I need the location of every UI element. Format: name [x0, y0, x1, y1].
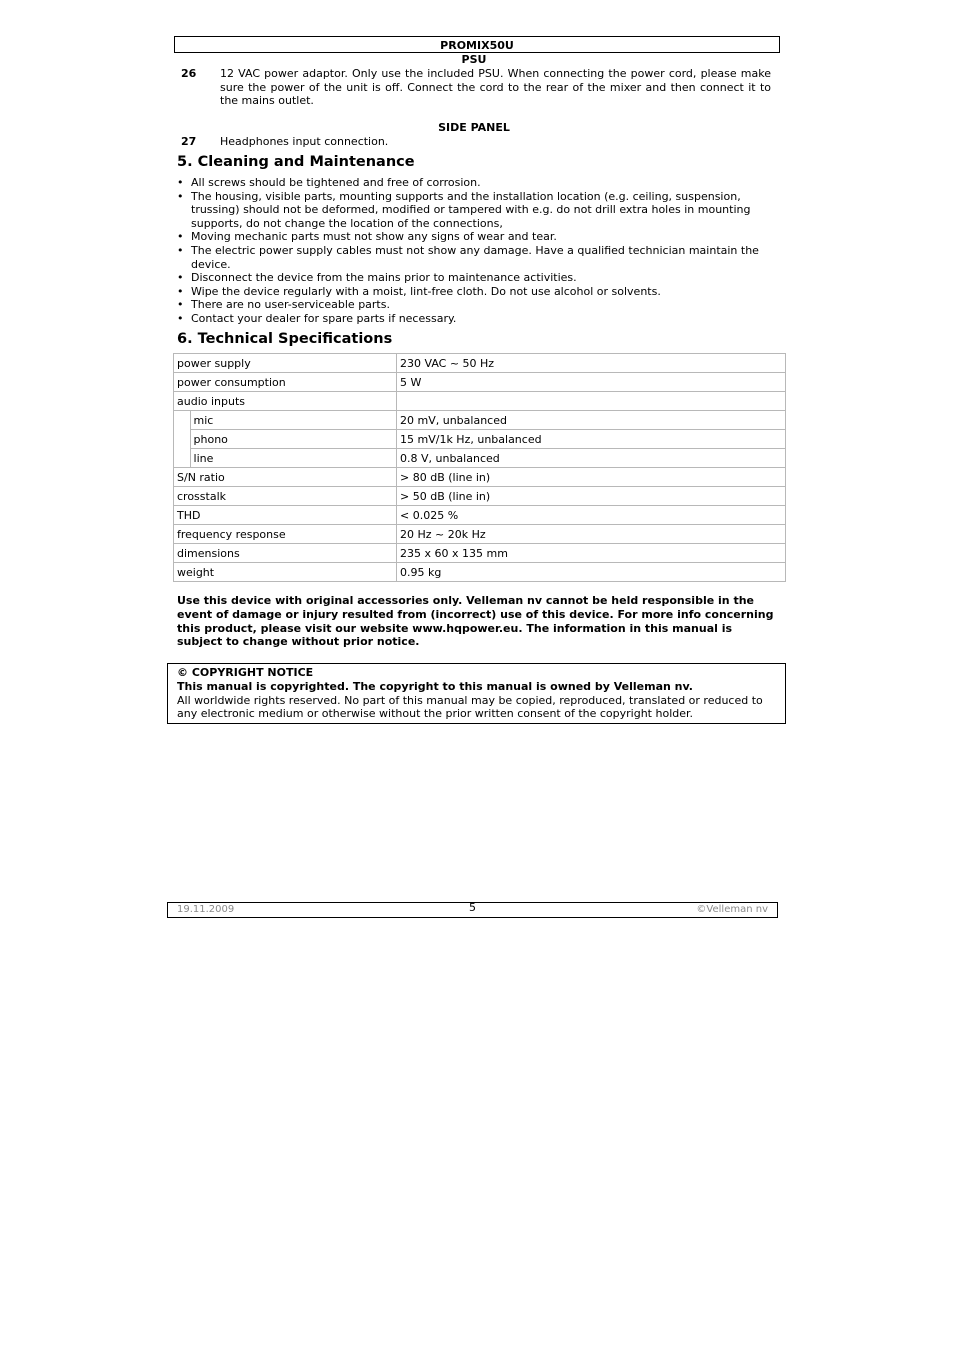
table-row	[174, 563, 786, 582]
spec-value	[397, 392, 786, 411]
page-footer	[167, 902, 778, 918]
copyright-body: All worldwide rights reserved. No part of this manual may be copied, reproduced, translated or reduced to any electronic medium or otherwise without the prior written consent of the copyright holder.	[177, 693, 763, 721]
footer-date: 19.11.2009	[177, 904, 235, 915]
spec-label: frequency response	[174, 525, 397, 544]
table-row	[174, 354, 786, 373]
footer-copyright: ©Velleman nv	[696, 904, 768, 915]
list-item: • The electric power supply cables must not show any damage. Have a qualified technician maintain the device.	[177, 244, 773, 271]
table-row	[174, 506, 786, 525]
item-number: 27	[181, 135, 197, 148]
psu-heading: PSU	[461, 53, 487, 66]
list-item: • Moving mechanic parts must not show any signs of wear and tear.	[177, 230, 773, 244]
spec-value: < 0.025 %	[397, 506, 786, 525]
spec-label: THD	[174, 506, 397, 525]
accessories-notice: Use this device with original accessories only. Velleman nv cannot be held responsible in the event of damage or injury resulted from (incorrect) use of this device. For more info concerning this product, please visit our website www.hqpower.eu. The information in this manual is subject to change without prior notice.	[177, 594, 774, 649]
spec-value: 0.95 kg	[397, 563, 786, 582]
spec-label: dimensions	[174, 544, 397, 563]
spec-label: audio inputs	[174, 392, 397, 411]
spec-value: > 80 dB (line in)	[397, 468, 786, 487]
table-row	[174, 544, 786, 563]
table-row	[174, 487, 786, 506]
list-item: • Wipe the device regularly with a moist, lint-free cloth. Do not use alcohol or solvents.	[177, 285, 773, 299]
specs-title: 6. Technical Specifications	[177, 331, 393, 347]
item-text: Headphones input connection.	[220, 135, 389, 148]
table-row	[174, 525, 786, 544]
copyright-title: © COPYRIGHT NOTICE	[177, 666, 314, 679]
spec-label: power supply	[174, 354, 397, 373]
table-row	[174, 392, 786, 411]
cleaning-title: 5. Cleaning and Maintenance	[177, 154, 415, 170]
spec-value: 20 Hz ~ 20k Hz	[397, 525, 786, 544]
spec-value: 20 mV, unbalanced	[397, 411, 786, 430]
spec-label: weight	[174, 563, 397, 582]
spec-value: 5 W	[397, 373, 786, 392]
spec-label: mic	[190, 411, 396, 430]
cleaning-list	[177, 176, 773, 326]
spec-table	[173, 353, 786, 582]
spec-value: 0.8 V, unbalanced	[397, 449, 786, 468]
item-number: 26	[181, 67, 197, 80]
list-item: • Contact your dealer for spare parts if necessary.	[177, 312, 773, 326]
spec-value: 15 mV/1k Hz, unbalanced	[397, 430, 786, 449]
list-item: • All screws should be tightened and free of corrosion.	[177, 176, 773, 190]
table-row	[174, 449, 786, 468]
spec-value: > 50 dB (line in)	[397, 487, 786, 506]
list-item: • Disconnect the device from the mains prior to maintenance activities.	[177, 271, 773, 285]
copyright-box	[167, 663, 786, 724]
spec-value: 235 x 60 x 135 mm	[397, 544, 786, 563]
item-text: 12 VAC power adaptor. Only use the included PSU. When connecting the power cord, please make sure the power of the unit is off. Connect the cord to the rear of the mixer and then connect it to the mains outlet.	[220, 67, 771, 108]
list-item: • The housing, visible parts, mounting supports and the installation location (e.g. ceiling, suspension, trussing) should not be deformed, modified or tampered with e.g. do not drill extra holes in mounting supports, do not change the location of the connections,	[177, 190, 773, 231]
table-row	[174, 411, 786, 430]
spec-label: S/N ratio	[174, 468, 397, 487]
table-row	[174, 430, 786, 449]
copyright-owner: This manual is copyrighted. The copyright to this manual is owned by Velleman nv.	[177, 679, 693, 693]
table-row	[174, 373, 786, 392]
spec-label: line	[190, 449, 396, 468]
spec-label: crosstalk	[174, 487, 397, 506]
spec-value: 230 VAC ~ 50 Hz	[397, 354, 786, 373]
table-row	[174, 468, 786, 487]
header-model: PROMIX50U	[174, 36, 780, 53]
side-panel-heading: SIDE PANEL	[438, 121, 510, 134]
spec-label: phono	[190, 430, 396, 449]
page-number: 5	[469, 901, 476, 914]
spec-label: power consumption	[174, 373, 397, 392]
spec-indent	[174, 411, 191, 468]
list-item: • There are no user-serviceable parts.	[177, 298, 773, 312]
